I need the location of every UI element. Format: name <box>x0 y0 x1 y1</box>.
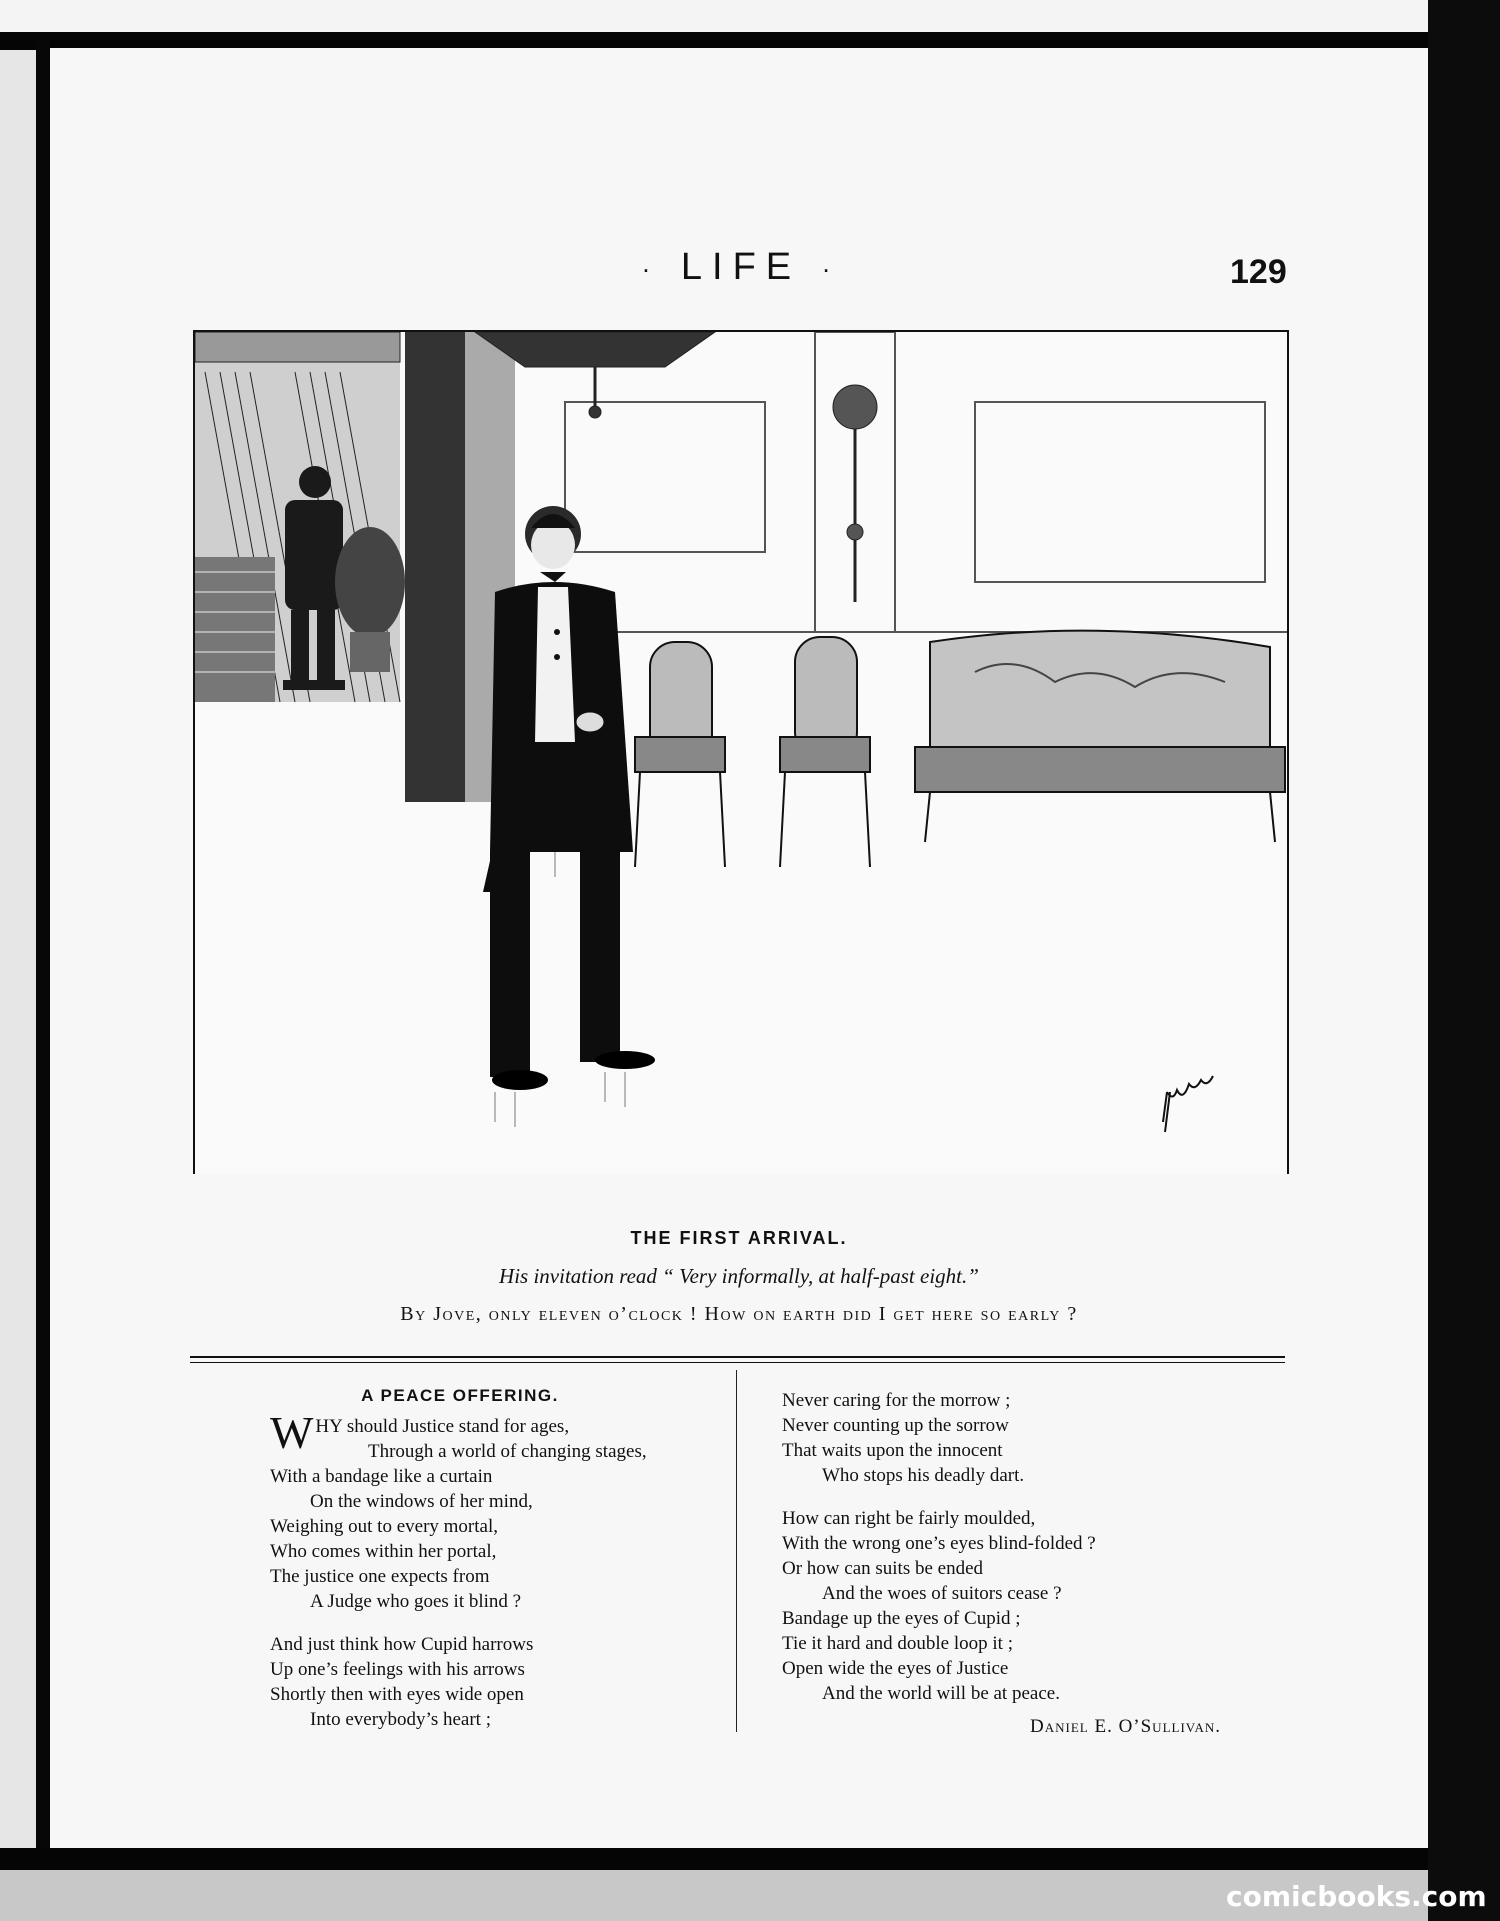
poem-line: And the world will be at peace. <box>822 1683 1060 1704</box>
poem-line: Open wide the eyes of Justice <box>782 1658 1009 1679</box>
chair-right <box>780 637 870 867</box>
poem-line: Shortly then with eyes wide open <box>270 1684 524 1705</box>
section-rule-bottom <box>190 1362 1285 1363</box>
gentleman-figure <box>483 506 655 1090</box>
caption-title: THE FIRST ARRIVAL. <box>630 1228 848 1248</box>
bottom-border-bar <box>0 1848 1428 1870</box>
magazine-page <box>50 48 1428 1848</box>
poem-left-column <box>270 1407 710 1732</box>
poem-line: Who comes within her portal, <box>270 1541 497 1562</box>
poem-line: Who stops his deadly dart. <box>822 1465 1025 1486</box>
page-number: 129 <box>1230 253 1287 291</box>
poem-line: Into everybody’s heart ; <box>310 1709 491 1730</box>
poem-line: Tie it hard and double loop it ; <box>782 1633 1013 1654</box>
doorway-column <box>405 332 465 802</box>
poem-line: With a bandage like a curtain <box>270 1466 493 1487</box>
poem-line: Or how can suits be ended <box>782 1558 984 1579</box>
poem-line: Bandage up the eyes of Cupid ; <box>782 1608 1021 1629</box>
poem-line: WHY should Justice stand for ages, <box>270 1407 570 1458</box>
left-binding-bar <box>36 40 50 1870</box>
drop-cap: W <box>270 1407 314 1458</box>
poem-line: Never caring for the morrow ; <box>782 1390 1011 1411</box>
sofa <box>915 631 1285 842</box>
section-rule-top <box>190 1356 1285 1358</box>
poem-right-column <box>782 1388 1302 1706</box>
poem-line: Never counting up the sorrow <box>782 1415 1009 1436</box>
poem-line: A Judge who goes it blind ? <box>310 1591 522 1612</box>
poem-line: With the wrong one’s eyes blind-folded ? <box>782 1533 1096 1554</box>
poem-line: Up one’s feelings with his arrows <box>270 1659 525 1680</box>
poem-line: How can right be fairly moulded, <box>782 1508 1036 1529</box>
column-divider <box>736 1370 737 1732</box>
wall-sconce <box>833 385 877 602</box>
caption-quote: By Jove, only eleven o’clock ! How on earth did I get here so early ? <box>400 1303 1078 1325</box>
poem-line: Through a world of changing stages, <box>368 1441 647 1462</box>
caption-subtitle: His invitation read “ Very informally, at half-past eight.” <box>499 1264 979 1288</box>
poem-title: A PEACE OFFERING. <box>361 1386 559 1405</box>
poem-author: Daniel E. O’Sullivan. <box>1030 1716 1222 1737</box>
wall-panels <box>515 332 1287 632</box>
next-page-edge <box>0 1870 1428 1921</box>
poem-line: That waits upon the innocent <box>782 1440 1003 1461</box>
poem-line: And just think how Cupid harrows <box>270 1634 534 1655</box>
poem-line: Weighing out to every mortal, <box>270 1516 498 1537</box>
illustration-first-arrival <box>193 330 1289 1174</box>
poem-line: On the windows of her mind, <box>310 1491 533 1512</box>
artist-signature <box>1163 1076 1213 1132</box>
poem-line: And the woes of suitors cease ? <box>822 1583 1062 1604</box>
previous-page-edge <box>0 0 1428 34</box>
chair-left <box>635 642 725 867</box>
magazine-title: · LIFE · <box>641 246 841 288</box>
poem-line: The justice one expects from <box>270 1566 490 1587</box>
right-dark-edge <box>1428 0 1500 1921</box>
watermark: comicbooks.com <box>1226 1880 1487 1913</box>
